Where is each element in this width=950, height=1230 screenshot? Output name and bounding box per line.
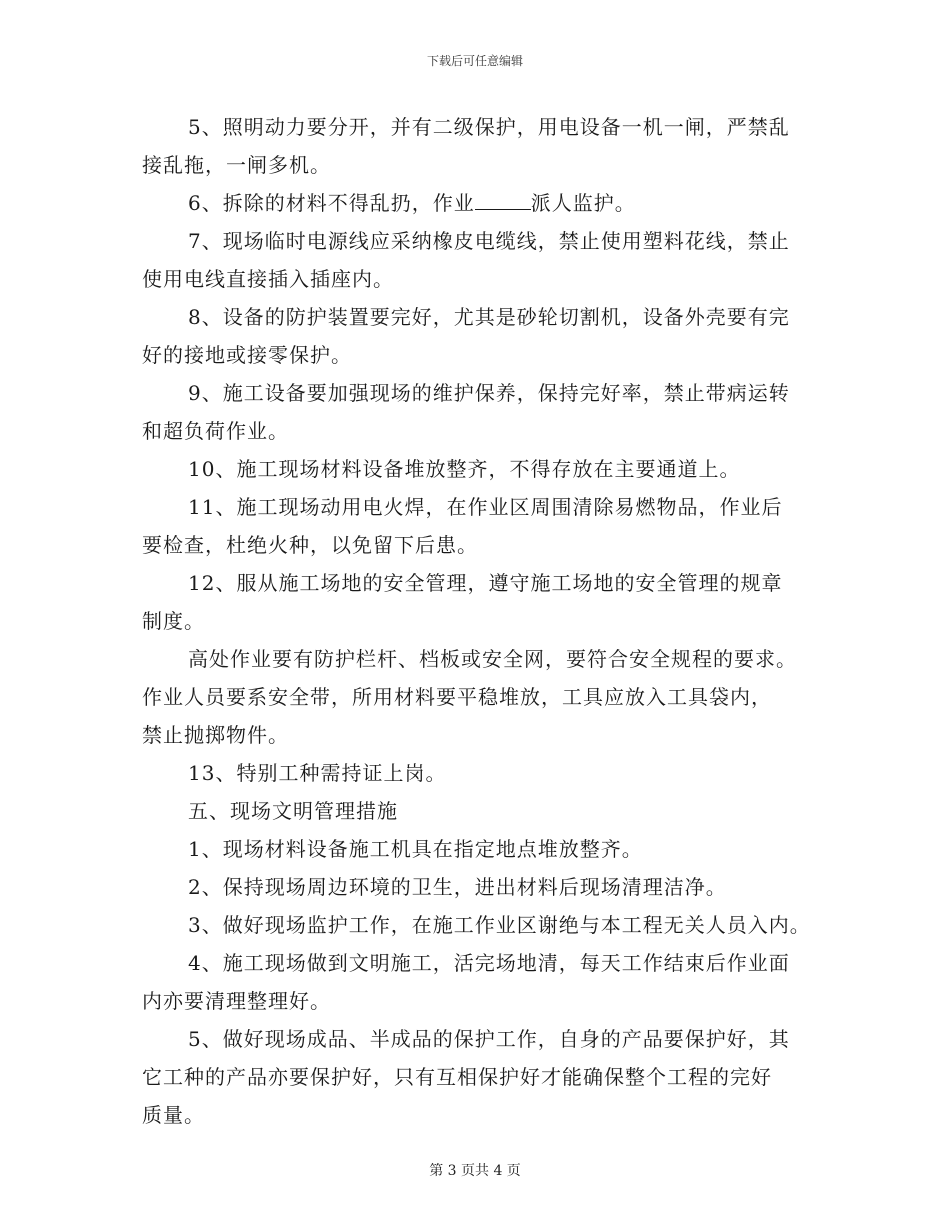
fill-in-blank xyxy=(475,187,531,210)
paragraph-line: 7、现场临时电源线应采纳橡皮电缆线，禁止使用塑料花线，禁止 xyxy=(188,229,790,253)
paragraph-line: 制度。 xyxy=(142,609,205,633)
paragraph-line: 和超负荷作业。 xyxy=(142,419,289,443)
paragraph-line: 好的接地或接零保护。 xyxy=(142,343,352,367)
paragraph-line: 内亦要清理整理好。 xyxy=(142,989,331,1013)
paragraph-line: 质量。 xyxy=(142,1103,205,1127)
paragraph-text: 派人监护。 xyxy=(530,191,636,215)
paragraph-line: 1、现场材料设备施工机具在指定地点堆放整齐。 xyxy=(188,837,643,861)
paragraph xyxy=(142,564,812,640)
paragraph-line: 9、施工设备要加强现场的维护保养，保持完好率，禁止带病运转 xyxy=(188,381,790,405)
paragraph-line: 12、服从施工场地的安全管理，遵守施工场地的安全管理的规章 xyxy=(188,571,783,595)
paragraph xyxy=(142,868,812,906)
paragraph-line: 作业人员要系安全带，所用材料要平稳堆放，工具应放入工具袋内， xyxy=(142,685,772,709)
paragraph-line: 它工种的产品亦要保护好，只有互相保护好才能确保整个工程的完好 xyxy=(142,1065,772,1089)
paragraph-line: 高处作业要有防护栏杆、档板或安全网，要符合安全规程的要求。 xyxy=(188,647,797,671)
paragraph-line: 10、施工现场材料设备堆放整齐，不得存放在主要通道上。 xyxy=(188,457,741,481)
paragraph-line: 8、设备的防护装置要完好，尤其是砂轮切割机，设备外壳要有完 xyxy=(188,305,790,329)
paragraph xyxy=(142,1020,812,1134)
paragraph-line: 五、现场文明管理措施 xyxy=(188,799,398,823)
page-footer: 第 3 页共 4 页 xyxy=(429,1163,521,1179)
paragraph-text: 6、拆除的材料不得乱扔，作业 xyxy=(188,191,475,215)
paragraph xyxy=(142,298,812,374)
paragraph xyxy=(142,944,812,1020)
paragraph-line: 使用电线直接插入插座内。 xyxy=(142,267,394,291)
paragraph-line: 要检查，杜绝火种，以免留下后患。 xyxy=(142,533,478,557)
paragraph-line: 13、特别工种需持证上岗。 xyxy=(188,761,447,785)
paragraph xyxy=(142,754,812,792)
paragraph-line: 接乱拖，一闸多机。 xyxy=(142,153,331,177)
paragraph-line: 5、做好现场成品、半成品的保护工作，自身的产品要保护好，其 xyxy=(188,1027,790,1051)
paragraph xyxy=(142,906,812,944)
paragraph xyxy=(142,374,812,450)
paragraph xyxy=(142,222,812,298)
page-header: 下载后可任意编辑 xyxy=(426,54,523,68)
paragraph xyxy=(142,108,812,184)
section-heading xyxy=(142,792,812,830)
paragraph-line: 11、施工现场动用电火焊，在作业区周围清除易燃物品，作业后 xyxy=(188,495,783,519)
paragraph xyxy=(142,830,812,868)
paragraph-line: 禁止抛掷物件。 xyxy=(142,723,289,747)
document-body xyxy=(142,108,812,1134)
paragraph-line: 5、照明动力要分开，并有二级保护，用电设备一机一闸，严禁乱 xyxy=(188,115,790,139)
paragraph xyxy=(142,450,812,488)
paragraph-line: 2、保持现场周边环境的卫生，进出材料后现场清理洁净。 xyxy=(188,875,727,899)
paragraph-line: 4、施工现场做到文明施工，活完场地清，每天工作结束后作业面 xyxy=(188,951,790,975)
paragraph-line: 3、做好现场监护工作，在施工作业区谢绝与本工程无关人员入内。 xyxy=(188,913,811,937)
paragraph xyxy=(142,184,812,222)
paragraph xyxy=(142,488,812,564)
paragraph-line xyxy=(142,184,812,222)
paragraph xyxy=(142,640,812,754)
